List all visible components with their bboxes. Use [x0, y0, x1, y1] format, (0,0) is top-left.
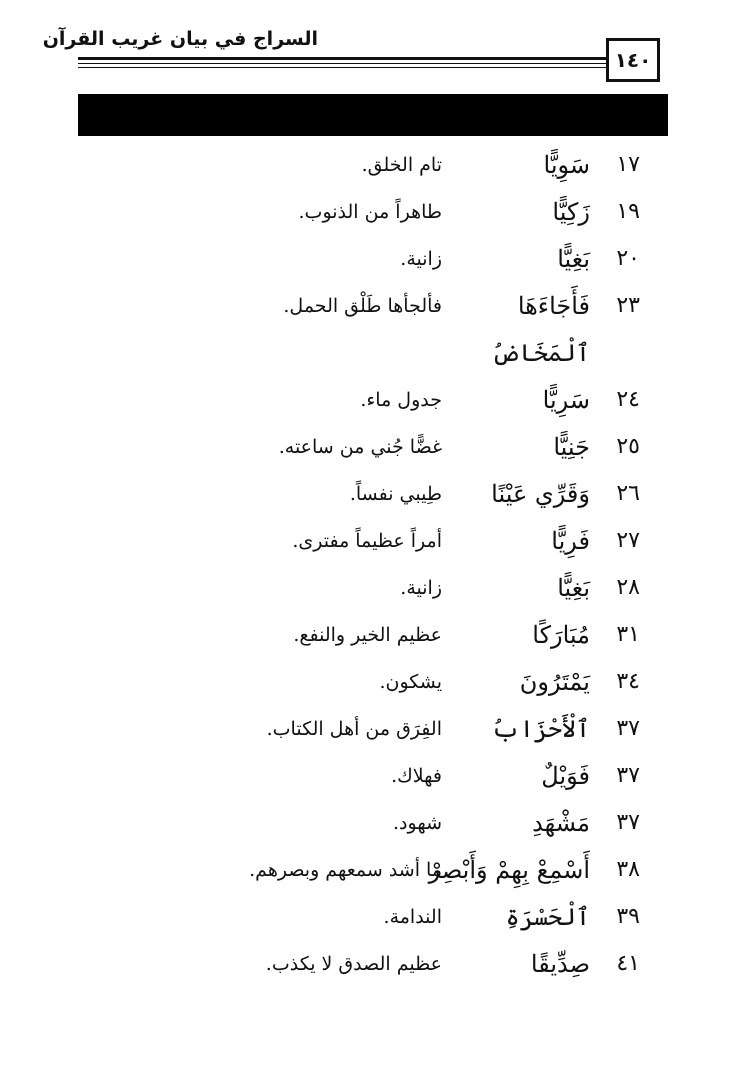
header-rule-thick	[78, 57, 608, 60]
verse-number: ٢٣	[616, 293, 640, 318]
glossary-row	[0, 568, 755, 615]
glossary-row	[0, 380, 755, 427]
word-meaning: عظيم الخير والنفع.	[293, 624, 442, 646]
glossary-row	[0, 474, 755, 521]
glossary-row	[0, 615, 755, 662]
quran-word: فَرِيًّا	[551, 527, 590, 555]
quran-word: مُبَارَكًا	[532, 621, 590, 649]
glossary-row	[0, 192, 755, 239]
quran-word: يَمْتَرُونَ	[519, 668, 590, 696]
word-meaning: زانية.	[400, 577, 442, 599]
verse-number: ١٧	[616, 152, 640, 177]
word-meaning: زانية.	[400, 248, 442, 270]
verse-number	[590, 333, 640, 380]
verse-number: ٢٦	[616, 481, 640, 506]
glossary-row	[0, 662, 755, 709]
verse-number: ٣٨	[616, 857, 640, 882]
quran-word: فَوَيْلٌ	[541, 762, 590, 790]
verse-number: ٢٥	[616, 434, 640, 459]
word-meaning: شهود.	[393, 812, 442, 834]
quran-word: بَغِيًّا	[557, 574, 590, 602]
glossary-row	[0, 709, 755, 756]
quran-word: سَوِيًّا	[543, 151, 590, 179]
quran-word: فَأَجَاءَهَا	[517, 292, 590, 320]
word-meaning: تام الخلق.	[361, 154, 442, 176]
quran-word: أَسْمِعْ بِهِمْ وَأَبْصِرْ	[428, 856, 590, 884]
word-meaning: يشكون.	[379, 671, 442, 693]
header-rule-thin	[78, 67, 608, 68]
verse-number: ٢٠	[616, 246, 640, 271]
word-meaning: ما أشد سمعهم وبصرهم.	[249, 859, 442, 881]
quran-word: ٱلْحَسْرَةِ	[505, 903, 590, 931]
quran-word: سَرِيًّا	[542, 386, 590, 414]
glossary-row	[0, 145, 755, 192]
word-meaning: فهلاك.	[391, 765, 442, 787]
quran-word: صِدِّيقًا	[530, 950, 590, 978]
verse-number: ٢٧	[616, 528, 640, 553]
quran-word: وَقَرِّي عَيْنًا	[491, 480, 590, 508]
verse-number: ٢٨	[616, 575, 640, 600]
verse-number: ٣٩	[616, 904, 640, 929]
word-meaning: طِيبي نفساً.	[349, 483, 442, 505]
glossary-row	[0, 944, 755, 991]
quran-word: زَكِيًّا	[552, 198, 590, 226]
word-meaning: جدول ماء.	[360, 389, 442, 411]
verse-number: ٢٤	[616, 387, 640, 412]
word-meaning: غضًّا جُني من ساعته.	[278, 436, 442, 458]
black-band	[78, 94, 668, 136]
glossary-row	[0, 286, 755, 333]
glossary-row	[0, 427, 755, 474]
word-meaning: الندامة.	[383, 906, 442, 928]
header-rule-thin	[78, 63, 608, 64]
book-title: السراج في بيان غريب القرآن	[42, 28, 318, 50]
word-meaning: عظيم الصدق لا يكذب.	[265, 953, 442, 975]
word-meaning: فألجأها طَلْق الحمل.	[283, 295, 442, 317]
verse-number: ٣١	[616, 622, 640, 647]
verse-number: ٣٧	[616, 763, 640, 788]
word-meaning: الفِرَق من أهل الكتاب.	[266, 718, 442, 740]
quran-word: ٱلْأَحْزَابُ	[491, 715, 590, 743]
page-number: ١٤٠	[606, 38, 660, 82]
glossary-row	[0, 803, 755, 850]
glossary-row	[0, 756, 755, 803]
verse-number: ١٩	[616, 199, 640, 224]
verse-number: ٣٤	[616, 669, 640, 694]
word-meaning: طاهراً من الذنوب.	[298, 201, 442, 223]
glossary-row	[0, 850, 755, 897]
glossary-row	[0, 897, 755, 944]
quran-word: بَغِيًّا	[557, 245, 590, 273]
verse-number: ٤١	[616, 951, 640, 976]
verse-number: ٣٧	[616, 716, 640, 741]
word-meaning: أمراً عظيماً مفترى.	[292, 530, 442, 552]
glossary-row	[0, 521, 755, 568]
glossary-entries	[0, 145, 755, 991]
word-meaning	[150, 333, 442, 380]
quran-word: مَشْهَدِ	[532, 809, 590, 837]
quran-word: جَنِيًّا	[553, 433, 590, 461]
glossary-row	[0, 333, 755, 380]
verse-number: ٣٧	[616, 810, 640, 835]
quran-word: ٱلْمَخَاضُ	[491, 339, 590, 367]
glossary-row	[0, 239, 755, 286]
